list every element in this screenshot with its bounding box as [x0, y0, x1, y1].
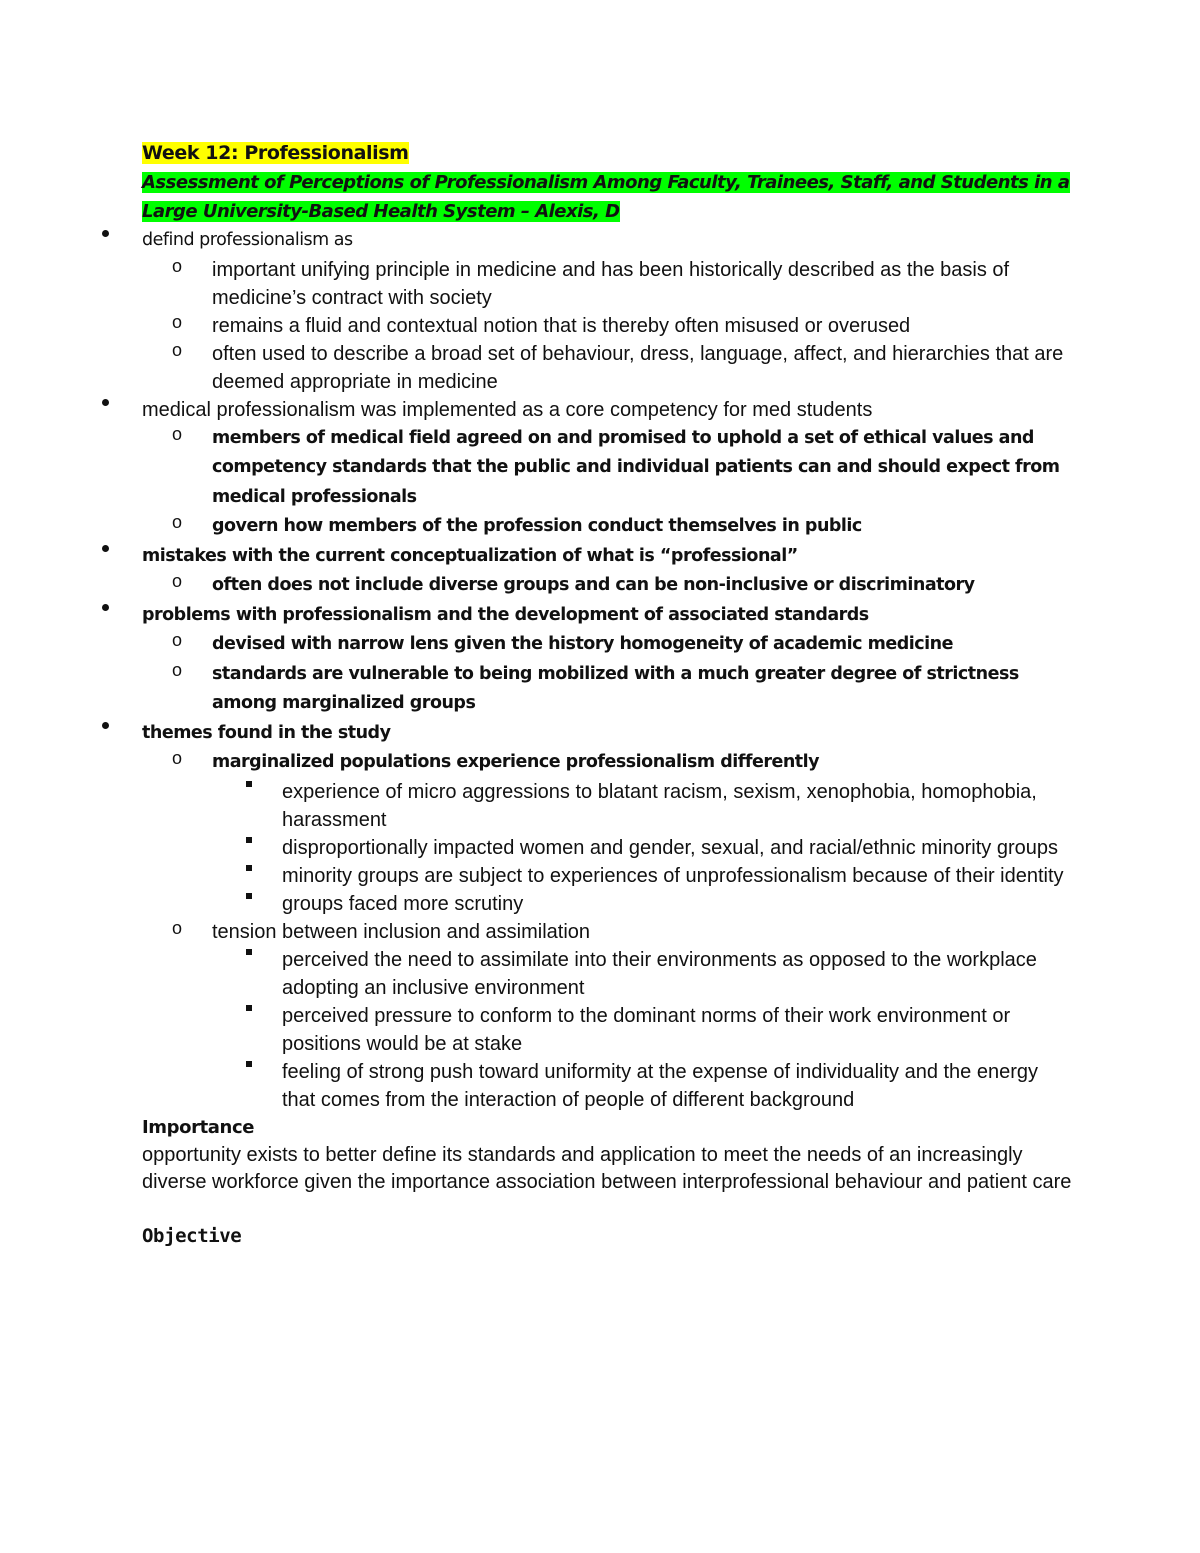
list-item	[212, 946, 1072, 1002]
list-item	[142, 424, 1072, 513]
list-item	[212, 890, 1072, 918]
list-item	[142, 340, 1072, 396]
title-text: Week 12: Professionalism	[142, 142, 409, 164]
bullet-circle-icon: o	[172, 630, 183, 650]
bullet-circle-icon: o	[172, 571, 183, 591]
list-item	[142, 748, 1072, 918]
list-item-text: groups faced more scrutiny	[282, 892, 524, 915]
notes-list	[72, 226, 1072, 1114]
sub-list	[142, 630, 1072, 719]
list-item-text: minority groups are subject to experiences of unprofessionalism because of their identity	[282, 864, 1064, 887]
bullet-square-icon	[246, 890, 266, 908]
paper-citation	[142, 168, 1072, 226]
bullet-square-icon	[246, 1058, 266, 1076]
list-item-text: experience of micro aggressions to blatant racism, sexism, xenophobia, homophobia, harassment	[282, 780, 1037, 831]
list-item-text: perceived pressure to conform to the dominant norms of their work environment or positions would be at stake	[282, 1004, 1011, 1055]
bullet-square-icon	[246, 862, 266, 880]
list-item	[142, 312, 1072, 340]
list-item-text: standards are vulnerable to being mobilized with a much greater degree of strictness among marginalized groups	[212, 663, 1019, 713]
objective-heading: Objective	[142, 1224, 242, 1247]
list-item-text: important unifying principle in medicine and has been historically described as the basis of medicine’s contract with society	[212, 258, 1010, 309]
list-item	[212, 778, 1072, 834]
bullet-square-icon	[246, 946, 266, 964]
list-item-text: perceived the need to assimilate into their environments as opposed to the workplace adopting an inclusive environment	[282, 948, 1037, 999]
bullet-dot-icon	[102, 719, 122, 737]
list-item	[212, 862, 1072, 890]
list-item	[142, 256, 1072, 312]
sub-list	[142, 748, 1072, 1114]
list-item-text: marginalized populations experience professionalism differently	[212, 752, 820, 772]
document-page	[142, 138, 1072, 1250]
bullet-circle-icon: o	[172, 748, 183, 768]
list-item-text: disproportionally impacted women and gender, sexual, and racial/ethnic minority groups	[282, 836, 1058, 859]
bullet-square-icon	[246, 834, 266, 852]
list-item	[142, 660, 1072, 719]
sub-list	[142, 256, 1072, 396]
bullet-dot-icon	[102, 396, 122, 414]
bullet-circle-icon: o	[172, 512, 183, 532]
list-item	[72, 226, 1072, 396]
list-item	[72, 601, 1072, 719]
list-item-text: remains a fluid and contextual notion that is thereby often misused or overused	[212, 314, 911, 337]
sub-sub-list	[212, 946, 1072, 1114]
importance-heading: Importance	[142, 1116, 255, 1138]
list-item-text: medical professionalism was implemented as a core competency for med students	[142, 398, 873, 421]
list-item	[212, 834, 1072, 862]
list-item	[142, 630, 1072, 660]
list-item-text: tension between inclusion and assimilation	[212, 920, 591, 943]
list-item	[72, 396, 1072, 542]
list-item	[72, 719, 1072, 1114]
list-item-text: problems with professionalism and the development of associated standards	[142, 604, 869, 625]
list-item-text: feeling of strong push toward uniformity at the expense of individuality and the energy that comes from the interaction of people of different background	[282, 1060, 1039, 1111]
list-item	[142, 512, 1072, 542]
bullet-dot-icon	[102, 542, 122, 560]
list-item	[72, 542, 1072, 601]
list-item-text: themes found in the study	[142, 722, 391, 743]
bullet-circle-icon: o	[172, 339, 183, 360]
list-item	[212, 1058, 1072, 1114]
list-item	[212, 1002, 1072, 1058]
list-item-text: often used to describe a broad set of behaviour, dress, language, affect, and hierarchies that are deemed appropriate in medicine	[212, 342, 1064, 393]
list-item-text: defind professionalism as	[142, 230, 353, 250]
page-title	[142, 138, 1072, 168]
bullet-dot-icon	[102, 601, 122, 619]
bullet-square-icon	[246, 1002, 266, 1020]
bullet-square-icon	[246, 778, 266, 796]
bullet-circle-icon: o	[172, 659, 183, 680]
sub-list	[142, 571, 1072, 601]
bullet-circle-icon: o	[172, 917, 183, 938]
bullet-circle-icon: o	[172, 423, 183, 444]
list-item	[142, 571, 1072, 601]
list-item	[142, 918, 1072, 1114]
bullet-circle-icon: o	[172, 311, 183, 332]
list-item-text: members of medical field agreed on and promised to uphold a set of ethical values and competency standards that the public and individual patients can and should expect from medical professionals	[212, 427, 1060, 507]
list-item-text: often does not include diverse groups and can be non-inclusive or discriminatory	[212, 575, 975, 595]
list-item-text: devised with narrow lens given the history homogeneity of academic medicine	[212, 634, 953, 654]
citation-text: Assessment of Perceptions of Professionalism Among Faculty, Trainees, Staff, and Students in a Large University-Based Health System – Alexis, D	[142, 172, 1070, 222]
sub-sub-list	[212, 778, 1072, 918]
sub-list	[142, 424, 1072, 542]
bullet-dot-icon	[102, 226, 122, 244]
bullet-circle-icon: o	[172, 255, 183, 276]
importance-text: opportunity exists to better define its standards and application to meet the needs of an increasingly diverse workforce given the importance association between interprofessional behaviour and patient care	[142, 1143, 1072, 1193]
list-item-text: govern how members of the profession conduct themselves in public	[212, 516, 862, 536]
list-item-text: mistakes with the current conceptualization of what is “professional”	[142, 545, 798, 566]
